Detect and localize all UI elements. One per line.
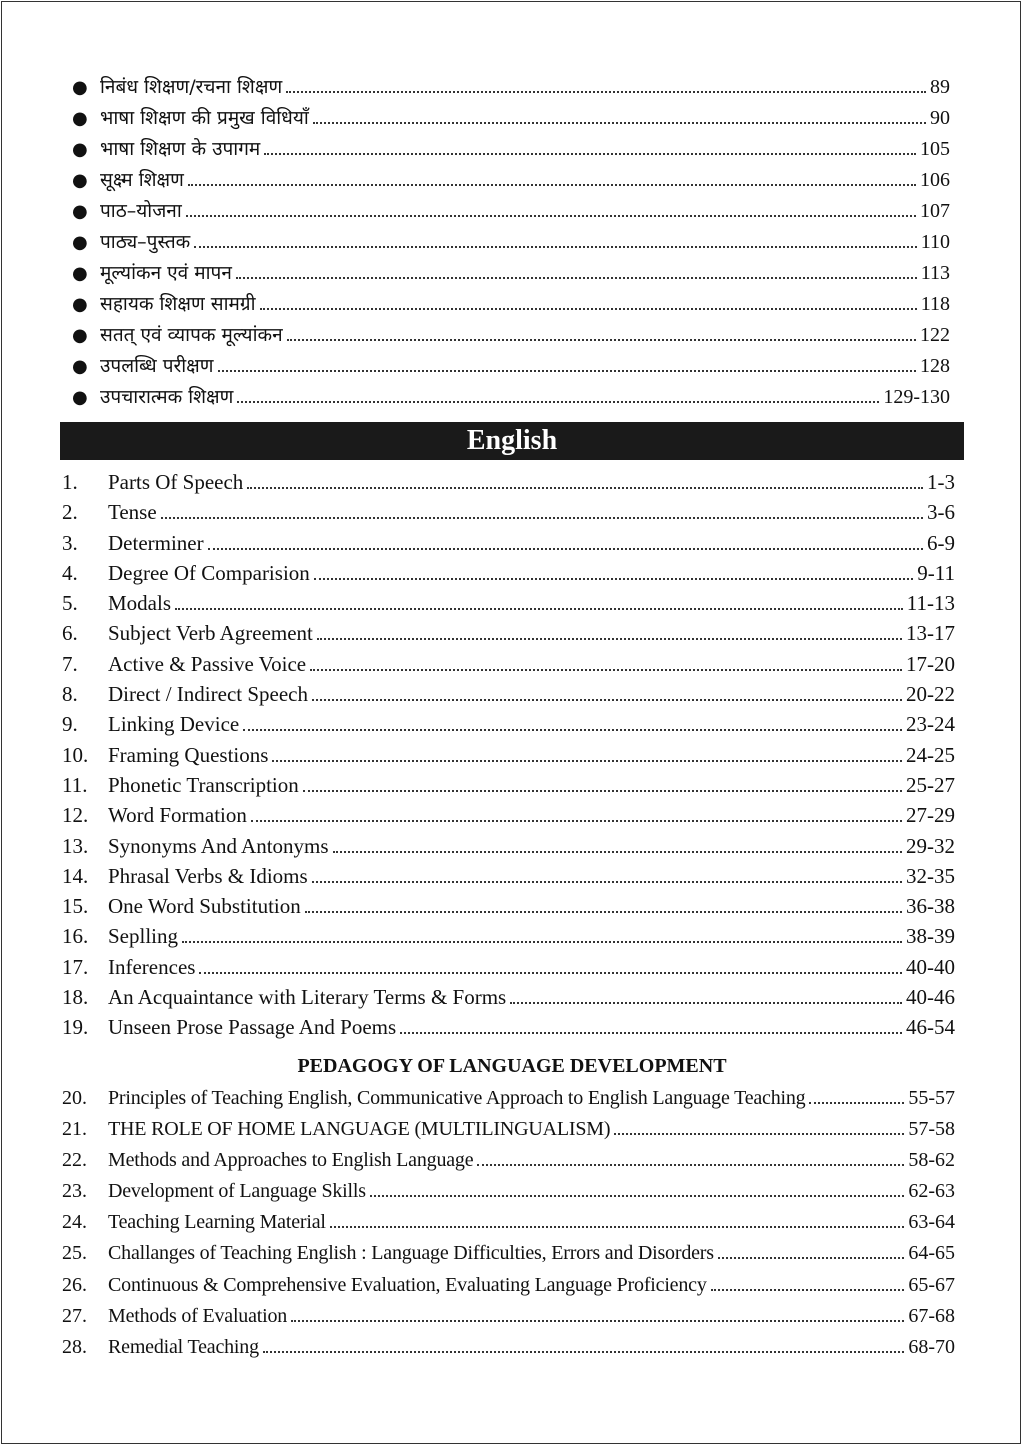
toc-entry-number: 13. [62, 833, 89, 858]
toc-entry-number: 14. [62, 863, 89, 888]
hindi-toc-list [72, 73, 950, 414]
toc-entry-title: सहायक शिक्षण सामग्री [100, 293, 256, 315]
dot-leader [291, 1319, 904, 1322]
toc-entry-number: 6. [62, 621, 78, 646]
dot-leader [243, 728, 902, 731]
dot-leader [251, 819, 902, 822]
toc-entry-number: 16. [62, 924, 89, 949]
toc-entry-page: 36-38 [906, 894, 955, 919]
toc-entry[interactable] [72, 104, 950, 135]
toc-entry-title: Tense [108, 500, 157, 525]
toc-entry-number: 9. [62, 712, 78, 737]
toc-entry[interactable] [62, 621, 955, 651]
dot-leader [208, 547, 923, 550]
bullet-icon: ● [72, 294, 88, 315]
bullet-icon: ● [72, 356, 88, 377]
toc-entry-title: Unseen Prose Passage And Poems [108, 1015, 397, 1040]
toc-entry-page: 27-29 [906, 803, 955, 828]
section-title: English [466, 425, 558, 456]
toc-entry[interactable] [72, 259, 950, 290]
dot-leader [237, 400, 879, 403]
toc-entry-number: 26. [62, 1273, 87, 1296]
toc-entry[interactable] [62, 470, 955, 500]
dot-leader [314, 577, 914, 580]
toc-entry-page: 64-65 [908, 1242, 955, 1265]
toc-entry-number: 21. [62, 1118, 87, 1141]
bullet-icon: ● [72, 139, 88, 160]
toc-entry-page: 17-20 [906, 651, 955, 676]
toc-entry-number: 5. [62, 591, 78, 616]
dot-leader [161, 516, 923, 519]
dot-leader [236, 276, 917, 279]
dot-leader [718, 1256, 904, 1259]
toc-entry-title: One Word Substitution [108, 894, 301, 919]
toc-entry[interactable] [62, 500, 955, 530]
toc-entry-title: Principles of Teaching English, Communicative Approach to English Language Teaching [108, 1087, 806, 1109]
bullet-icon: ● [72, 108, 88, 129]
toc-entry[interactable] [72, 290, 950, 321]
toc-entry-page: 62-63 [908, 1180, 955, 1203]
toc-entry-number: 1. [62, 470, 78, 494]
toc-entry-title: उपचारात्मक शिक्षण [100, 386, 234, 408]
toc-entry-title: पाठ्य–पुस्तक [100, 231, 191, 253]
dot-leader [305, 910, 902, 913]
toc-entry[interactable] [62, 1242, 955, 1273]
toc-entry[interactable] [62, 1336, 955, 1367]
toc-entry-number: 2. [62, 500, 78, 525]
toc-entry-page: 25-27 [906, 772, 955, 797]
dot-leader [264, 152, 916, 155]
pedagogy-subheading: PEDAGOGY OF LANGUAGE DEVELOPMENT [297, 1055, 727, 1077]
dot-leader [272, 759, 902, 762]
dot-leader [614, 1132, 904, 1135]
toc-entry-number: 22. [62, 1149, 87, 1172]
toc-entry-title: Degree Of Comparision [108, 560, 310, 585]
dot-leader [199, 971, 902, 974]
dot-leader [194, 245, 916, 248]
toc-entry-page: 57-58 [908, 1118, 955, 1141]
toc-entry-number: 11. [62, 772, 88, 797]
dot-leader [711, 1288, 905, 1291]
toc-entry-title: भाषा शिक्षण के उपागम [100, 138, 261, 160]
dot-leader [477, 1163, 904, 1166]
toc-entry-page: 3-6 [927, 500, 955, 525]
toc-entry-title: पाठ–योजना [100, 200, 182, 222]
toc-entry-title: Challanges of Teaching English : Language Difficulties, Errors and Disorders [108, 1242, 714, 1265]
toc-entry-title: Continuous & Comprehensive Evaluation, Evaluating Language Proficiency [108, 1273, 707, 1296]
toc-entry-page: 107 [920, 200, 950, 222]
toc-entry[interactable] [62, 682, 955, 712]
toc-entry-page: 9-11 [917, 560, 955, 585]
toc-entry[interactable] [62, 1015, 955, 1045]
toc-entry-title: Seplling [108, 924, 179, 949]
toc-entry-page: 118 [920, 293, 950, 315]
toc-entry-page: 90 [930, 107, 950, 129]
toc-entry-title: Modals [108, 591, 171, 616]
toc-entry-page: 122 [920, 324, 950, 346]
toc-entry-page: 55-57 [908, 1087, 955, 1109]
dot-leader [317, 637, 902, 640]
toc-entry-number: 10. [62, 742, 89, 767]
toc-entry-title: An Acquaintance with Literary Terms & Forms [108, 985, 507, 1010]
toc-entry[interactable] [62, 834, 955, 864]
toc-entry-title: Subject Verb Agreement [108, 621, 313, 646]
toc-entry-page: 67-68 [908, 1304, 955, 1327]
toc-entry-title: उपलब्धि परीक्षण [100, 355, 214, 377]
toc-entry-title: Parts Of Speech [108, 470, 244, 494]
toc-entry[interactable] [72, 383, 950, 414]
dot-leader [247, 486, 923, 489]
toc-entry-title: Development of Language Skills [108, 1180, 366, 1203]
toc-entry-page: 38-39 [906, 924, 955, 949]
bullet-icon: ● [72, 325, 88, 346]
toc-entry[interactable] [72, 321, 950, 352]
toc-entry-page: 68-70 [908, 1335, 955, 1358]
toc-entry[interactable] [62, 652, 955, 682]
toc-entry-number: 28. [62, 1335, 87, 1358]
dot-leader [286, 90, 926, 93]
toc-entry[interactable] [62, 712, 955, 742]
toc-entry-number: 19. [62, 1015, 89, 1040]
toc-entry-title: Inferences [108, 954, 196, 979]
toc-entry-page: 1-3 [927, 470, 955, 494]
toc-entry-page: 89 [930, 76, 950, 98]
toc-entry[interactable] [72, 352, 950, 383]
dot-leader [330, 1225, 905, 1228]
toc-entry[interactable] [62, 803, 955, 833]
toc-entry-title: Framing Questions [108, 742, 269, 767]
toc-entry-number: 23. [62, 1180, 87, 1203]
bullet-icon: ● [72, 387, 88, 408]
dot-leader [260, 307, 917, 310]
dot-leader [303, 789, 902, 792]
dot-leader [400, 1031, 902, 1034]
bullet-icon: ● [72, 77, 88, 98]
section-banner [60, 422, 964, 460]
toc-entry[interactable] [62, 531, 955, 561]
toc-entry[interactable] [62, 985, 955, 1015]
dot-leader [175, 607, 903, 610]
toc-entry[interactable] [62, 894, 955, 924]
toc-entry-page: 63-64 [908, 1211, 955, 1234]
toc-entry-page: 46-54 [906, 1015, 955, 1040]
toc-entry[interactable] [62, 1305, 955, 1336]
toc-entry-number: 4. [62, 560, 78, 585]
toc-entry-number: 3. [62, 530, 78, 555]
toc-entry-page: 65-67 [908, 1273, 955, 1296]
toc-entry-title: Determiner [108, 530, 204, 555]
toc-entry-number: 8. [62, 682, 78, 707]
toc-entry-number: 15. [62, 894, 89, 919]
toc-entry-page: 6-9 [927, 530, 955, 555]
toc-entry-page: 110 [920, 231, 950, 253]
toc-entry[interactable] [72, 135, 950, 166]
toc-entry-title: Teaching Learning Material [108, 1211, 326, 1234]
toc-entry[interactable] [62, 955, 955, 985]
toc-entry[interactable] [62, 773, 955, 803]
dot-leader [186, 214, 916, 217]
toc-entry[interactable] [62, 1211, 955, 1242]
toc-entry-page: 105 [920, 138, 950, 160]
dot-leader [188, 183, 916, 186]
toc-entry-number: 7. [62, 651, 78, 676]
toc-entry-title: Active & Passive Voice [108, 651, 307, 676]
english-toc-list [62, 470, 955, 1046]
toc-entry-title: Linking Device [108, 712, 240, 737]
dot-leader [312, 698, 902, 701]
toc-entry-number: 25. [62, 1242, 87, 1265]
dot-leader [287, 338, 916, 341]
dot-leader [312, 880, 902, 883]
bullet-icon: ● [72, 201, 88, 222]
toc-entry-page: 113 [920, 262, 950, 284]
toc-entry-page: 24-25 [906, 742, 955, 767]
bullet-icon: ● [72, 170, 88, 191]
toc-entry-title: Methods of Evaluation [108, 1304, 288, 1327]
dot-leader [182, 940, 902, 943]
dot-leader [510, 1001, 902, 1004]
toc-entry-page: 23-24 [906, 712, 955, 737]
toc-entry-page: 20-22 [906, 682, 955, 707]
toc-entry[interactable] [72, 73, 950, 104]
toc-entry-title: मूल्यांकन एवं मापन [100, 262, 232, 284]
dot-leader [333, 850, 902, 853]
toc-entry-number: 24. [62, 1211, 87, 1234]
bullet-icon: ● [72, 232, 88, 253]
toc-entry[interactable] [72, 228, 950, 259]
toc-entry-number: 27. [62, 1304, 87, 1327]
toc-entry[interactable] [62, 924, 955, 954]
toc-entry-title: Synonyms And Antonyms [108, 833, 329, 858]
toc-entry-page: 32-35 [906, 863, 955, 888]
toc-entry-page: 13-17 [906, 621, 955, 646]
toc-entry[interactable] [62, 591, 955, 621]
toc-entry[interactable] [62, 1087, 955, 1118]
toc-entry-title: निबंध शिक्षण/रचना शिक्षण [100, 76, 283, 98]
toc-entry[interactable] [62, 1274, 955, 1305]
toc-entry-number: 12. [62, 803, 89, 828]
toc-entry-page: 58-62 [908, 1149, 955, 1172]
toc-entry-title: Methods and Approaches to English Language [108, 1149, 474, 1172]
toc-entry-number: 20. [62, 1087, 87, 1109]
dot-leader [218, 369, 916, 372]
toc-entry[interactable] [62, 1149, 955, 1180]
toc-entry-page: 40-46 [906, 985, 955, 1010]
toc-entry[interactable] [72, 197, 950, 228]
dot-leader [370, 1194, 904, 1197]
toc-entry-page: 40-40 [906, 954, 955, 979]
toc-entry-title: Direct / Indirect Speech [108, 682, 308, 707]
toc-entry-title: Word Formation [108, 803, 247, 828]
toc-entry-page: 11-13 [906, 591, 955, 616]
bullet-icon: ● [72, 263, 88, 284]
toc-entry[interactable] [62, 1180, 955, 1211]
toc-entry[interactable] [72, 166, 950, 197]
toc-entry-page: 128 [920, 355, 950, 377]
toc-entry-title: Phonetic Transcription [108, 772, 299, 797]
toc-entry-number: 17. [62, 954, 89, 979]
pedagogy-toc-list [62, 1087, 955, 1367]
toc-entry-title: सूक्ष्म शिक्षण [100, 169, 184, 191]
toc-entry-title: Remedial Teaching [108, 1335, 259, 1358]
toc-entry-title: सतत् एवं व्यापक मूल्यांकन [100, 324, 283, 346]
toc-entry-title: भाषा शिक्षण की प्रमुख विधियाँ [100, 107, 309, 129]
dot-leader [313, 121, 926, 124]
toc-entry[interactable] [62, 1118, 955, 1149]
toc-entry-number: 18. [62, 985, 89, 1010]
toc-entry[interactable] [62, 743, 955, 773]
toc-entry-page: 129-130 [883, 386, 950, 408]
toc-entry-page: 106 [920, 169, 950, 191]
toc-entry-page: 29-32 [906, 833, 955, 858]
toc-entry-title: THE ROLE OF HOME LANGUAGE (MULTILINGUALISM) [108, 1118, 611, 1141]
toc-entry[interactable] [62, 864, 955, 894]
dot-leader [809, 1101, 904, 1104]
toc-entry[interactable] [62, 561, 955, 591]
dot-leader [263, 1350, 904, 1353]
toc-entry-title: Phrasal Verbs & Idioms [108, 863, 308, 888]
dot-leader [310, 668, 902, 671]
